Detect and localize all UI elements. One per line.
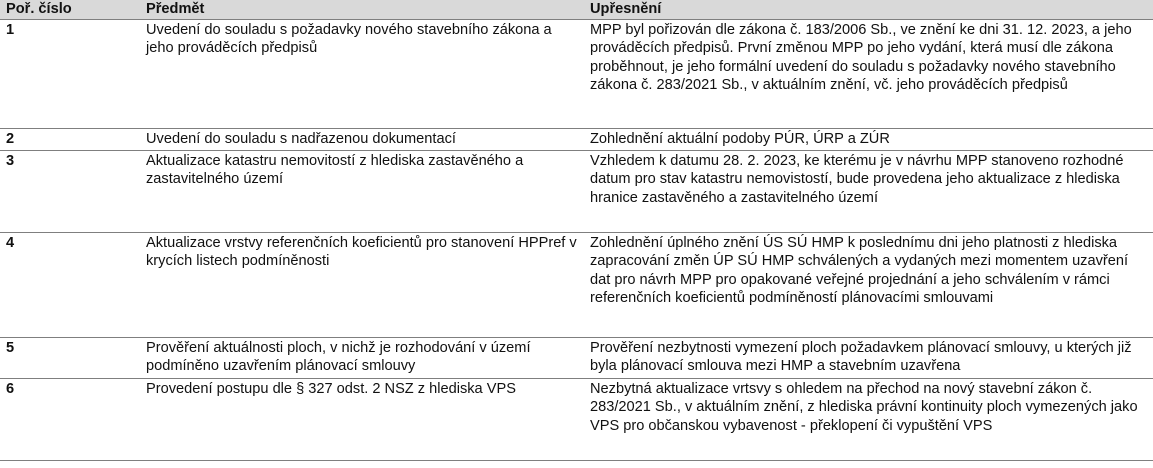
row-number: 2 bbox=[0, 128, 140, 150]
header-detail: Upřesnění bbox=[584, 0, 1153, 19]
row-subject: Provedení postupu dle § 327 odst. 2 NSZ z hlediska VPS bbox=[140, 378, 584, 460]
header-number: Poř. číslo bbox=[0, 0, 140, 19]
row-detail: Zohlednění aktuální podoby PÚR, ÚRP a ZÚR bbox=[584, 128, 1153, 150]
row-detail: Prověření nezbytnosti vymezení ploch požadavkem plánovací smlouvy, u kterých již byla plánovací smlouva mezi HMP a stavebním uzavřena bbox=[584, 337, 1153, 378]
row-number: 1 bbox=[0, 19, 140, 128]
header-row bbox=[0, 0, 1153, 19]
header-subject: Předmět bbox=[140, 0, 584, 19]
row-detail: Vzhledem k datumu 28. 2. 2023, ke kterému je v návrhu MPP stanoveno rozhodné datum pro stav katastru nemovistostí, bude provedena jeho aktualizace z hlediska hranice zastavěného a zastavitelného území bbox=[584, 150, 1153, 232]
row-number: 5 bbox=[0, 337, 140, 378]
table-body bbox=[0, 19, 1153, 460]
table-row bbox=[0, 128, 1153, 150]
table-header bbox=[0, 0, 1153, 19]
row-detail: MPP byl pořizován dle zákona č. 183/2006 Sb., ve znění ke dni 31. 12. 2023, a jeho prováděcích předpisů. První změnou MPP po jeho vydání, která musí dle zákona proběhnout, je jeho formální uvedení do souladu s požadavky nového stavebního zákona č. 283/2021 Sb., v aktuálním znění, vč. jeho prováděcích předpisů bbox=[584, 19, 1153, 128]
table-row bbox=[0, 232, 1153, 337]
row-number: 3 bbox=[0, 150, 140, 232]
row-detail: Nezbytná aktualizace vrtsvy s ohledem na přechod na nový stavební zákon č. 283/2021 Sb., v aktuálním znění, z hlediska právní kontinuity ploch vymezených jako VPS pro občanskou vybavenost - překlopení či vypuštění VPS bbox=[584, 378, 1153, 460]
table-row bbox=[0, 150, 1153, 232]
table-row bbox=[0, 337, 1153, 378]
row-subject: Uvedení do souladu s nadřazenou dokumentací bbox=[140, 128, 584, 150]
table-row bbox=[0, 19, 1153, 128]
row-subject: Aktualizace katastru nemovitostí z hlediska zastavěného a zastavitelného území bbox=[140, 150, 584, 232]
table-row bbox=[0, 378, 1153, 460]
row-subject: Uvedení do souladu s požadavky nového stavebního zákona a jeho prováděcích předpisů bbox=[140, 19, 584, 128]
row-detail: Zohlednění úplného znění ÚS SÚ HMP k poslednímu dni jeho platnosti z hlediska zapracování změn ÚP SÚ HMP schválených a vydaných mezi momentem uzavření dat pro návrh MPP pro opakované veřejné projednání a jeho schválením v rámci referenčních koeficientů podmíněností plánovacími smlouvami bbox=[584, 232, 1153, 337]
row-subject: Prověření aktuálnosti ploch, v nichž je rozhodování v území podmíněno uzavřením plánovací smlouvy bbox=[140, 337, 584, 378]
row-subject: Aktualizace vrstvy referenčních koeficientů pro stanovení HPPref v krycích listech podmíněnosti bbox=[140, 232, 584, 337]
row-number: 6 bbox=[0, 378, 140, 460]
row-number: 4 bbox=[0, 232, 140, 337]
